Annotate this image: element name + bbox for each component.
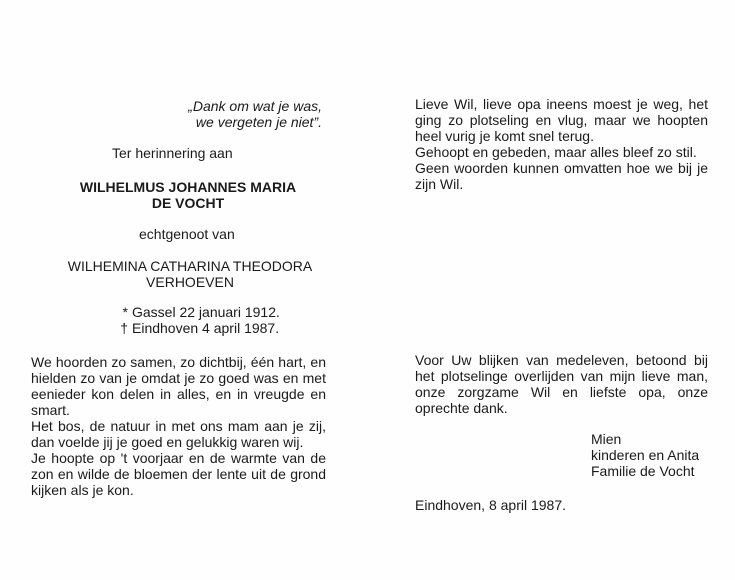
left-poem-stanza-2: Het bos, de natuur in met ons mam aan je zij, dan voelde jij je goed en gelukkig waren wij. — [31, 418, 326, 450]
thanks-text: Voor Uw blijken van medeleven, betoond bij het plotselinge overlijden van mijn lieve man, onze zorgzame Wil en liefste opa, onze oprechte dank. — [415, 352, 708, 416]
birth-date: Gassel 22 januari 1912. — [132, 304, 280, 320]
death-line — [116, 320, 279, 336]
signature-line-2: kinderen en Anita — [591, 447, 700, 463]
left-poem — [31, 354, 326, 498]
spouse-name-line-1: WILHEMINA CATHARINA THEODORA — [67, 258, 313, 274]
left-poem-stanza-3: Je hoopte op 't voorjaar en de warmte van de zon en wilde de bloemen der lente uit de grond kijken als je kon. — [31, 450, 326, 498]
birth-star-icon: * — [122, 304, 128, 320]
right-poem-stanza-1: Lieve Wil, lieve opa ineens moest je weg, het ging zo plotseling en vlug, maar we hoopten heel vurig je komt snel terug. — [415, 96, 708, 144]
right-poem-stanza-2: Gehoopt en gebeden, maar alles bleef zo stil. — [415, 144, 697, 160]
deceased-name — [40, 179, 336, 211]
in-memory-heading: Ter herinnering aan — [112, 145, 233, 161]
quote-line-2: we vergeten je niet”. — [195, 114, 322, 130]
relation-text: echtgenoot van — [139, 226, 235, 242]
death-cross-icon: † — [120, 320, 128, 336]
quote — [150, 98, 322, 130]
signature-line-1: Mien — [591, 431, 622, 447]
left-poem-stanza-1: We hoorden zo samen, zo dichtbij, één hart, en hielden zo van je omdat je zo goed was en met eenieder kon delen in alles, en in vreugde en smart. — [31, 354, 326, 418]
birth-line — [116, 304, 280, 320]
spouse-name-line-2: VERHOEVEN — [146, 274, 234, 290]
quote-line-1: „Dank om wat je was, — [188, 98, 322, 114]
death-date: Eindhoven 4 april 1987. — [132, 320, 280, 336]
spouse-name — [30, 258, 350, 290]
right-poem — [415, 96, 708, 192]
right-poem-stanza-3: Geen woorden kunnen omvatten hoe we bij je zijn Wil. — [415, 160, 708, 192]
place-date: Eindhoven, 8 april 1987. — [415, 497, 566, 513]
signature-line-3: Familie de Vocht — [591, 463, 695, 479]
deceased-name-line-2: DE VOCHT — [151, 195, 225, 211]
deceased-name-line-1: WILHELMUS JOHANNES MARIA — [79, 179, 297, 195]
signature — [591, 431, 699, 479]
